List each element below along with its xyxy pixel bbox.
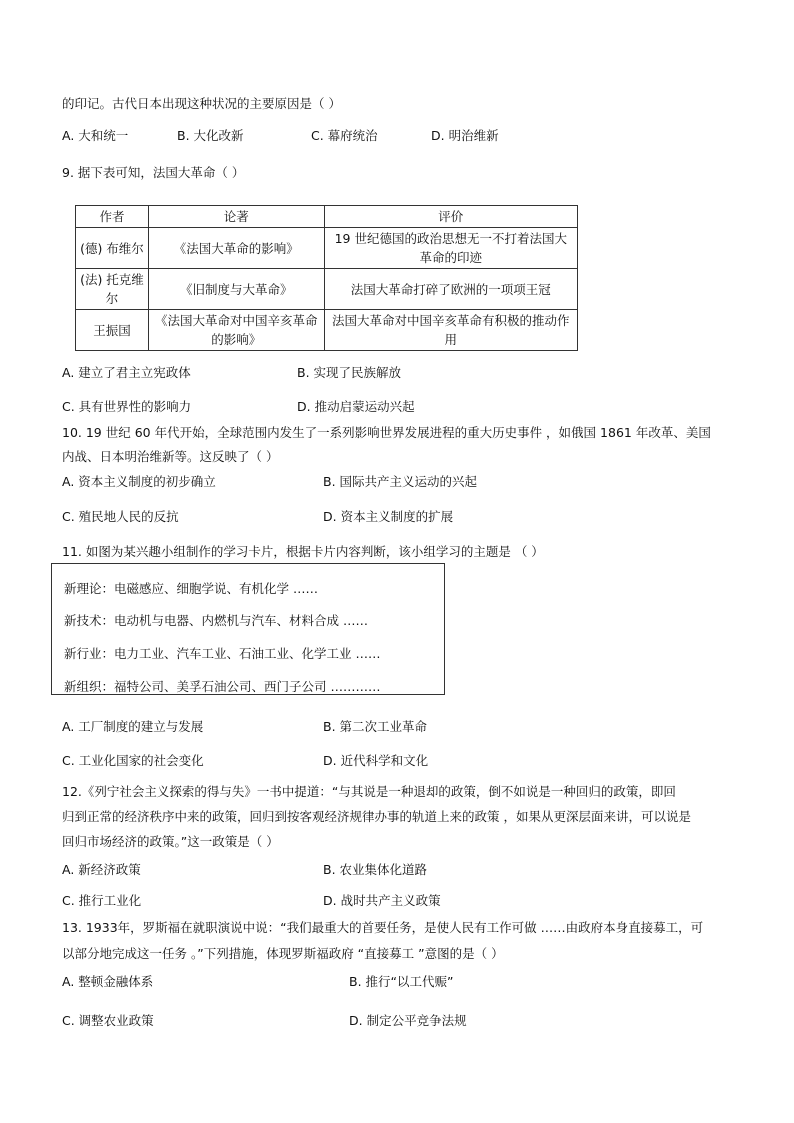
q13-stem-line1: 13. 1933年，罗斯福在就职演说中说：“我们最重大的首要任务，是使人民有工作可做 ……由政府本身直接募工，可 [62,920,704,935]
q13-option-a: A. 整顿金融体系 [62,974,154,989]
q13-option-c: C. 调整农业政策 [62,1013,154,1028]
q10-option-a: A. 资本主义制度的初步确立 [62,474,216,489]
table-header-cell: 作者 [76,206,149,228]
table-row [76,228,578,269]
q12-option-b: B. 农业集体化道路 [323,862,428,877]
q11-stem: 11. 如图为某兴趣小组制作的学习卡片，根据卡片内容判断，该小组学习的主题是 （ ） [62,544,544,559]
card-line-theory: 新理论：电磁感应、细胞学说、有机化学 …… [64,581,318,596]
table-header-cell: 评价 [324,206,577,228]
card-line-organization: 新组织：福特公司、美孚石油公司、西门子公司 ………… [64,679,381,694]
q12-stem-line3: 回归市场经济的政策。”这一政策是（ ） [62,834,279,849]
table-header-row [76,206,578,228]
q12-option-c: C. 推行工业化 [62,893,142,908]
q13-option-d: D. 制定公平竞争法规 [349,1013,467,1028]
table-cell: 法国大革命对中国辛亥革命有积极的推动作用 [324,310,577,351]
q9-option-a: A. 建立了君主立宪政体 [62,365,191,380]
q9-option-b: B. 实现了民族解放 [297,365,402,380]
card-line-industry: 新行业：电力工业、汽车工业、石油工业、化学工业 …… [64,646,381,661]
q10-option-b: B. 国际共产主义运动的兴起 [323,474,478,489]
q10-option-c: C. 殖民地人民的反抗 [62,509,179,524]
q8-stem: 的印记。古代日本出现这种状况的主要原因是（ ） [62,96,341,111]
q11-option-a: A. 工厂制度的建立与发展 [62,719,204,734]
q12-option-d: D. 战时共产主义政策 [323,893,441,908]
table-cell: (法) 托克维尔 [76,269,149,310]
q8-option-c: C. 幕府统治 [311,128,378,143]
table-row [76,310,578,351]
table-cell: 19 世纪德国的政治思想无一不打着法国大革命的印迹 [324,228,577,269]
q11-option-c: C. 工业化国家的社会变化 [62,753,204,768]
table-cell: (德) 布维尔 [76,228,149,269]
q13-option-b: B. 推行“以工代赈” [349,974,454,989]
table-header-cell: 论著 [148,206,324,228]
table-cell: 《法国大革命的影响》 [148,228,324,269]
table-row [76,269,578,310]
q10-stem-line2: 内战、日本明治维新等。这反映了（ ） [62,449,279,464]
q9-option-d: D. 推动启蒙运动兴起 [297,399,415,414]
q13-stem-line2: 以部分地完成这一任务 。”下列措施，体现罗斯福政府 “直接募工 ”意图的是（ ） [62,946,504,961]
table-cell: 王振国 [76,310,149,351]
table-cell: 《法国大革命对中国辛亥革命的影响》 [148,310,324,351]
q12-stem-line1: 12.《列宁社会主义探索的得与失》一书中提道：“与其说是一种退却的政策，倒不如说是一种回归的政策，即回 [62,784,676,799]
q11-option-d: D. 近代科学和文化 [323,753,429,768]
q12-stem-line2: 归到正常的经济秩序中来的政策，回归到按客观经济规律办事的轨道上来的政策 ，如果从更深层面来讲，可以说是 [62,809,691,824]
q11-option-b: B. 第二次工业革命 [323,719,428,734]
q12-option-a: A. 新经济政策 [62,862,141,877]
table-cell: 法国大革命打碎了欧洲的一项项王冠 [324,269,577,310]
q10-stem-line1: 10. 19 世纪 60 年代开始，全球范围内发生了一系列影响世界发展进程的重大历史事件 ，如俄国 1861 年改革、美国 [62,425,711,440]
q9-option-c: C. 具有世界性的影响力 [62,399,192,414]
q8-option-d: D. 明治维新 [431,128,499,143]
q8-option-a: A. 大和统一 [62,128,129,143]
q10-option-d: D. 资本主义制度的扩展 [323,509,454,524]
q9-stem: 9. 据下表可知，法国大革命（ ） [62,165,245,180]
card-line-technology: 新技术：电动机与电器、内燃机与汽车、材料合成 …… [64,613,368,628]
table-cell: 《旧制度与大革命》 [148,269,324,310]
study-card [51,563,445,695]
q9-table [75,205,578,351]
q8-option-b: B. 大化改新 [177,128,244,143]
